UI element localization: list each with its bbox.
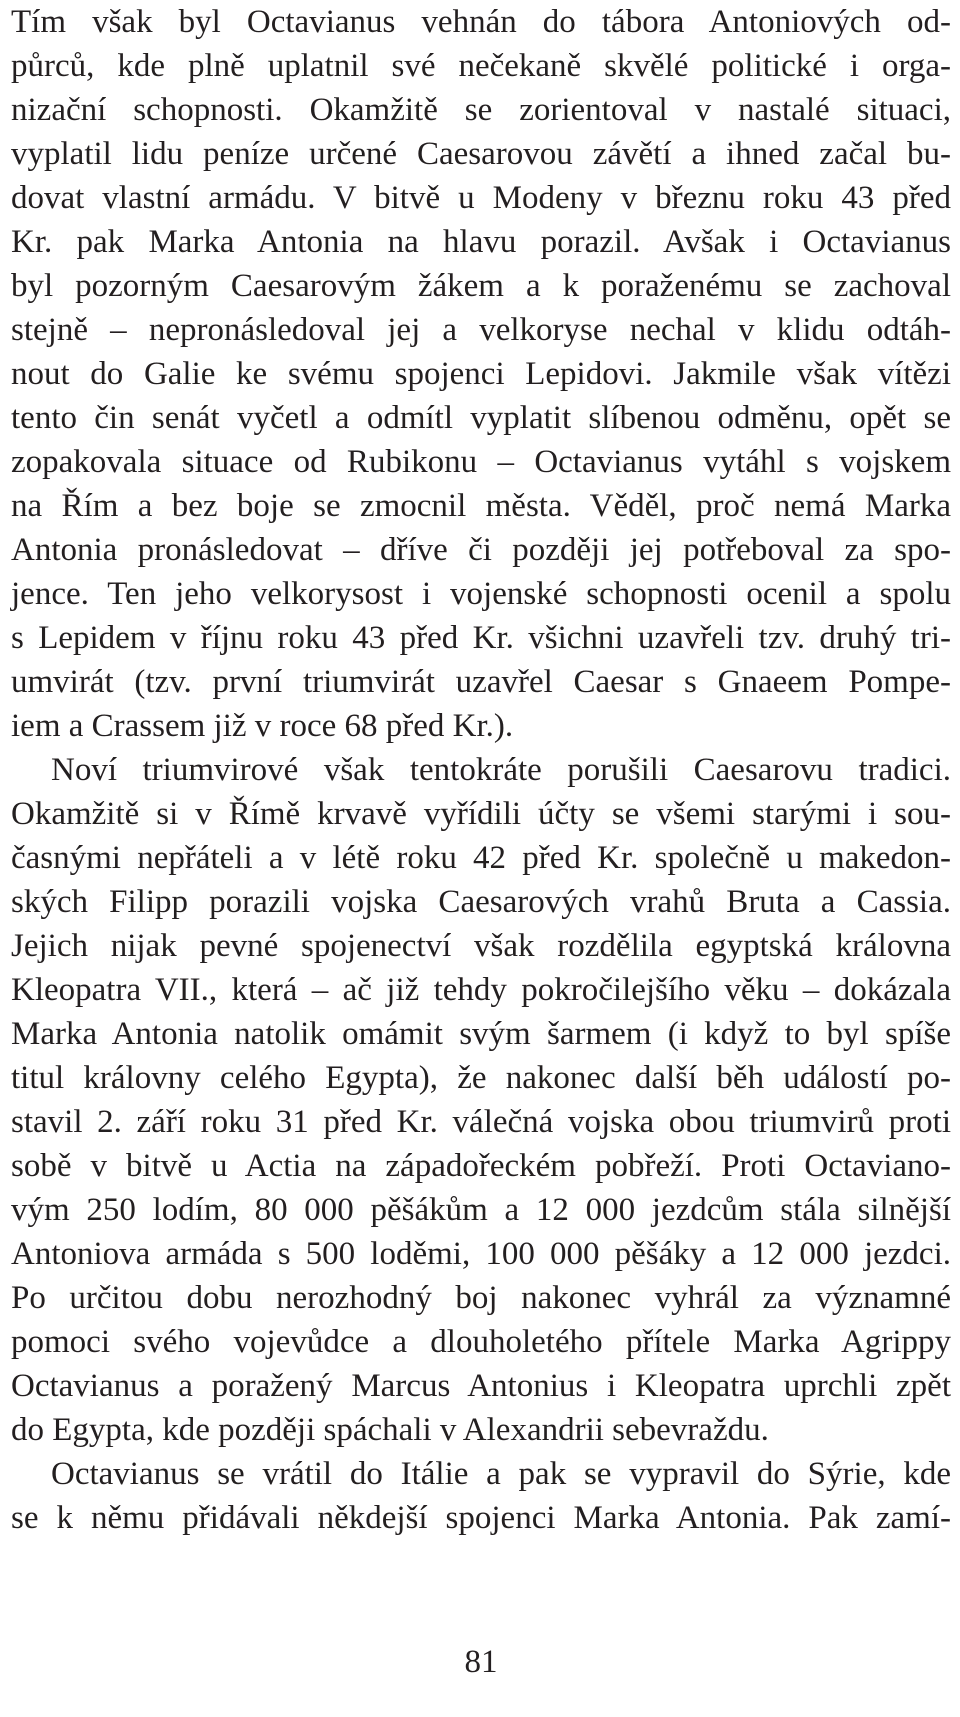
text-line: umvirát (tzv. první triumvirát uzavřel Caesar s Gnaeem Pompe- <box>11 664 951 700</box>
text-line: iem a Crassem již v roce 68 před Kr.). <box>11 708 514 744</box>
text-line: stavil 2. září roku 31 před Kr. válečná vojska obou triumvirů proti <box>11 1104 951 1140</box>
text-line: časnými nepřáteli a v létě roku 42 před Kr. společně u makedon- <box>11 840 951 876</box>
paragraph <box>11 1452 951 1540</box>
text-line: titul královny celého Egypta), že nakonec další běh událostí po- <box>11 1060 951 1096</box>
text-line: do Egypta, kde později spáchali v Alexandrii sebevraždu. <box>11 1412 769 1448</box>
text-line: Noví triumvirové však tentokráte porušili Caesarovu tradici. <box>51 752 951 788</box>
text-line: s Lepidem v říjnu roku 43 před Kr. všichni uzavřeli tzv. druhý tri- <box>11 620 951 656</box>
text-line: Kr. pak Marka Antonia na hlavu porazil. Avšak i Octavianus <box>11 224 951 260</box>
text-line: pomoci svého vojevůdce a dlouholetého přítele Marka Agrippy <box>11 1324 951 1360</box>
text-line: se k němu přidávali někdejší spojenci Marka Antonia. Pak zamí- <box>11 1500 951 1536</box>
text-line: Marka Antonia natolik omámit svým šarmem (i když to byl spíše <box>11 1016 951 1052</box>
text-line: na Řím a bez boje se zmocnil města. Věděl, proč nemá Marka <box>11 488 951 524</box>
text-line: stejně – nepronásledoval jej a velkoryse nechal v klidu odtáh- <box>11 312 951 348</box>
text-line: nizační schopnosti. Okamžitě se zorientoval v nastalé situaci, <box>11 92 951 128</box>
text-line: Octavianus a poražený Marcus Antonius i Kleopatra uprchli zpět <box>11 1368 951 1404</box>
text-line: Okamžitě si v Římě krvavě vyřídili účty se všemi starými i sou- <box>11 796 951 832</box>
text-line: Jejich nijak pevné spojenectví však rozdělila egyptská královna <box>11 928 951 964</box>
text-line: Kleopatra VII., která – ač již tehdy pokročilejšího věku – dokázala <box>11 972 951 1008</box>
text-line: Tím však byl Octavianus vehnán do tábora Antoniových od- <box>11 4 951 40</box>
text-line: vyplatil lidu peníze určené Caesarovou závětí a ihned začal bu- <box>11 136 951 172</box>
text-line: ských Filipp porazili vojska Caesarových vrahů Bruta a Cassia. <box>11 884 951 920</box>
text-line: sobě v bitvě u Actia na západořeckém pobřeží. Proti Octaviano- <box>11 1148 951 1184</box>
text-line: Antonia pronásledovat – dříve či později jej potřeboval za spo- <box>11 532 951 568</box>
text-line: Octavianus se vrátil do Itálie a pak se vypravil do Sýrie, kde <box>51 1456 951 1492</box>
text-line: Antoniova armáda s 500 loděmi, 100 000 pěšáky a 12 000 jezdci. <box>11 1236 951 1272</box>
text-line: tento čin senát vyčetl a odmítl vyplatit slíbenou odměnu, opět se <box>11 400 951 436</box>
text-line: dovat vlastní armádu. V bitvě u Modeny v březnu roku 43 před <box>11 180 951 216</box>
text-line: půrců, kde plně uplatnil své nečekaně skvělé politické i orga- <box>11 48 951 84</box>
body-text <box>11 0 951 1540</box>
text-line: zopakovala situace od Rubikonu – Octavianus vytáhl s vojskem <box>11 444 951 480</box>
book-page <box>11 0 951 1717</box>
paragraph <box>11 748 951 1452</box>
text-line: Po určitou dobu nerozhodný boj nakonec vyhrál za významné <box>11 1280 951 1316</box>
text-line: vým 250 lodím, 80 000 pěšákům a 12 000 jezdcům stála silnější <box>11 1192 951 1228</box>
page-number: 81 <box>464 1644 498 1680</box>
text-line: byl pozorným Caesarovým žákem a k poraženému se zachoval <box>11 268 951 304</box>
text-line: jence. Ten jeho velkorysost i vojenské schopnosti ocenil a spolu <box>11 576 951 612</box>
paragraph <box>11 0 951 748</box>
text-line: nout do Galie ke svému spojenci Lepidovi. Jakmile však vítězi <box>11 356 951 392</box>
